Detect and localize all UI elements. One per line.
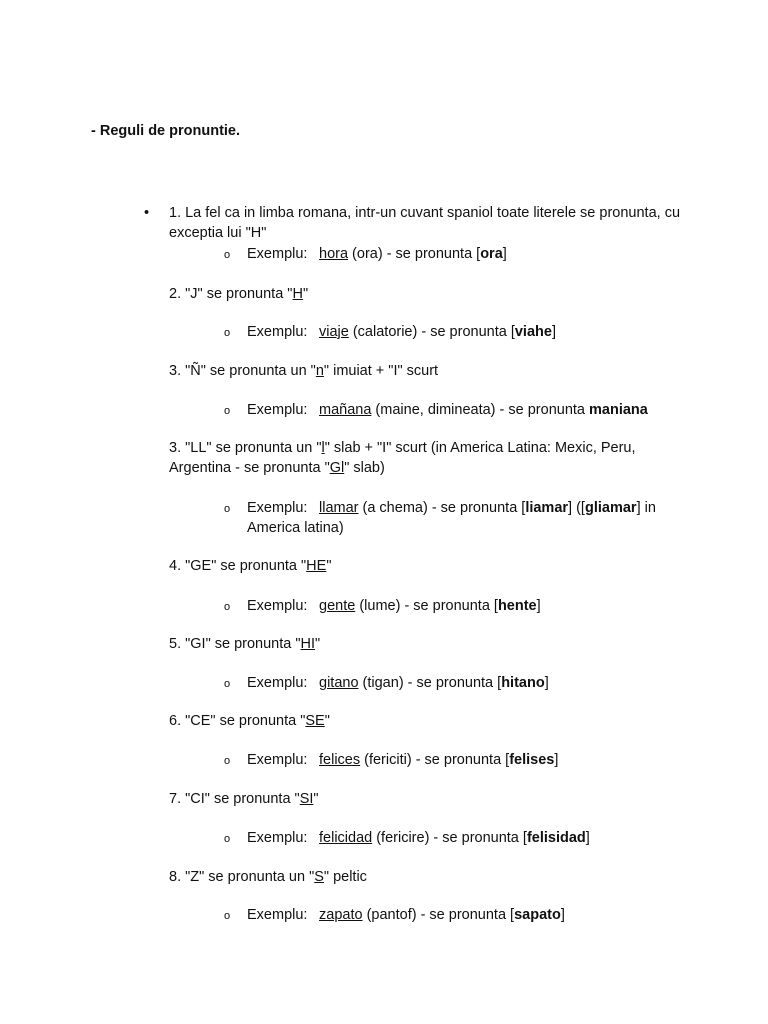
example-end: ] xyxy=(536,598,541,614)
example-3 xyxy=(247,400,687,420)
example-9 xyxy=(247,905,687,925)
rule-text: 4. "GE" se pronunta " xyxy=(169,558,307,574)
rule-text-end: " xyxy=(326,558,332,574)
rule-letter: S xyxy=(314,869,324,885)
example-end: ] xyxy=(544,675,549,691)
rule-text-mid: " slab + "I" scurt (in America Latina: Mexic, Peru, Argentina - se pronunta " xyxy=(169,440,636,476)
sub-bullet: o xyxy=(224,678,231,690)
example-desc: (fericire) - se pronunta [ xyxy=(372,830,527,846)
example-desc: (ora) - se pronunta [ xyxy=(348,246,481,262)
example-pronunciation: ora xyxy=(480,246,503,262)
example-pronunciation: felises xyxy=(509,752,555,768)
example-pronunciation: hente xyxy=(497,598,537,614)
example-desc: (tigan) - se pronunta [ xyxy=(358,675,502,691)
example-7 xyxy=(247,750,687,770)
example-desc: (maine, dimineata) - se pronunta xyxy=(371,402,590,418)
example-end: ] in America latina) xyxy=(247,500,656,536)
example-pronunciation: liamar xyxy=(525,500,569,516)
example-desc: (a chema) - se pronunta [ xyxy=(358,500,526,516)
example-label: Exemplu: xyxy=(247,907,308,923)
example-1 xyxy=(247,244,687,264)
example-label: Exemplu: xyxy=(247,500,308,516)
sub-bullet: o xyxy=(224,503,231,515)
example-word: hora xyxy=(319,246,349,262)
sub-bullet: o xyxy=(224,755,231,767)
sub-bullet: o xyxy=(224,601,231,613)
rule-text: 8. "Z" se pronunta un " xyxy=(169,869,315,885)
rule-letter: H xyxy=(292,286,303,302)
example-word: mañana xyxy=(319,402,372,418)
rule-text: 1. La fel ca in limba romana, intr-un cuvant spaniol toate literele se pronunta, cu exceptia lui "H" xyxy=(169,205,681,241)
rule-9 xyxy=(169,867,689,887)
example-label: Exemplu: xyxy=(247,402,308,418)
example-label: Exemplu: xyxy=(247,752,308,768)
example-word: felicidad xyxy=(319,830,373,846)
example-end: ] xyxy=(585,830,590,846)
rule-text: 2. "J" se pronunta " xyxy=(169,286,293,302)
rule-text-end: " peltic xyxy=(323,869,367,885)
example-pronunciation: sapato xyxy=(514,907,561,923)
rule-7 xyxy=(169,711,689,731)
example-word: zapato xyxy=(319,907,363,923)
rule-text: 3. "LL" se pronunta un " xyxy=(169,440,322,456)
rule-text-end: " xyxy=(313,791,319,807)
example-pronunciation-2: gliamar xyxy=(584,500,637,516)
example-desc: (fericiti) - se pronunta [ xyxy=(360,752,510,768)
sub-bullet: o xyxy=(224,405,231,417)
rule-5 xyxy=(169,556,689,576)
example-word: viaje xyxy=(319,324,349,340)
sub-bullet: o xyxy=(224,327,231,339)
rule-text-end: " imuiat + "I" scurt xyxy=(323,363,439,379)
example-label: Exemplu: xyxy=(247,598,308,614)
page-title: - Reguli de pronuntie. xyxy=(91,123,241,139)
sub-bullet: o xyxy=(224,910,231,922)
example-word: llamar xyxy=(319,500,359,516)
rule-4 xyxy=(169,438,689,478)
rule-text-end: " xyxy=(315,636,321,652)
rule-letter: HE xyxy=(306,558,327,574)
rule-text: 6. "CE" se pronunta " xyxy=(169,713,306,729)
example-end: ] xyxy=(554,752,559,768)
example-6 xyxy=(247,673,687,693)
rule-text: 3. "Ñ" se pronunta un " xyxy=(169,363,316,379)
rule-text: 5. "GI" se pronunta " xyxy=(169,636,301,652)
example-end: ] xyxy=(502,246,507,262)
example-pronunciation: felisidad xyxy=(526,830,586,846)
example-2 xyxy=(247,322,687,342)
rule-letter: n xyxy=(315,363,324,379)
sub-bullet: o xyxy=(224,249,231,261)
rule-3 xyxy=(169,361,689,381)
example-desc: (pantof) - se pronunta [ xyxy=(362,907,515,923)
rule-8 xyxy=(169,789,689,809)
example-word: gente xyxy=(319,598,356,614)
example-label: Exemplu: xyxy=(247,246,308,262)
rule-letter: SI xyxy=(299,791,314,807)
example-label: Exemplu: xyxy=(247,830,308,846)
rule-letter: HI xyxy=(300,636,316,652)
example-label: Exemplu: xyxy=(247,324,308,340)
rule-6 xyxy=(169,634,689,654)
example-end: ] xyxy=(560,907,565,923)
example-pronunciation: hitano xyxy=(501,675,545,691)
example-desc: (lume) - se pronunta [ xyxy=(355,598,498,614)
sub-bullet: o xyxy=(224,833,231,845)
example-8 xyxy=(247,828,687,848)
example-word: gitano xyxy=(319,675,359,691)
rule-1 xyxy=(169,203,689,243)
rule-2 xyxy=(169,284,689,304)
rule-text-end: " slab) xyxy=(344,460,385,476)
rule-letter: l xyxy=(321,440,325,456)
rule-text: 7. "CI" se pronunta " xyxy=(169,791,300,807)
example-pronunciation: maniana xyxy=(589,402,648,418)
example-word: felices xyxy=(319,752,361,768)
list-bullet: • xyxy=(144,205,150,221)
example-label: Exemplu: xyxy=(247,675,308,691)
example-pronunciation: viahe xyxy=(514,324,552,340)
rule-text-end: " xyxy=(324,713,330,729)
example-4 xyxy=(247,498,687,538)
rule-letter-2: Gl xyxy=(329,460,345,476)
rule-text-end: " xyxy=(302,286,309,302)
example-end: ] xyxy=(551,324,556,340)
example-mid: ] ([ xyxy=(568,500,585,516)
rule-letter: SE xyxy=(305,713,325,729)
example-5 xyxy=(247,596,687,616)
example-desc: (calatorie) - se pronunta [ xyxy=(348,324,515,340)
